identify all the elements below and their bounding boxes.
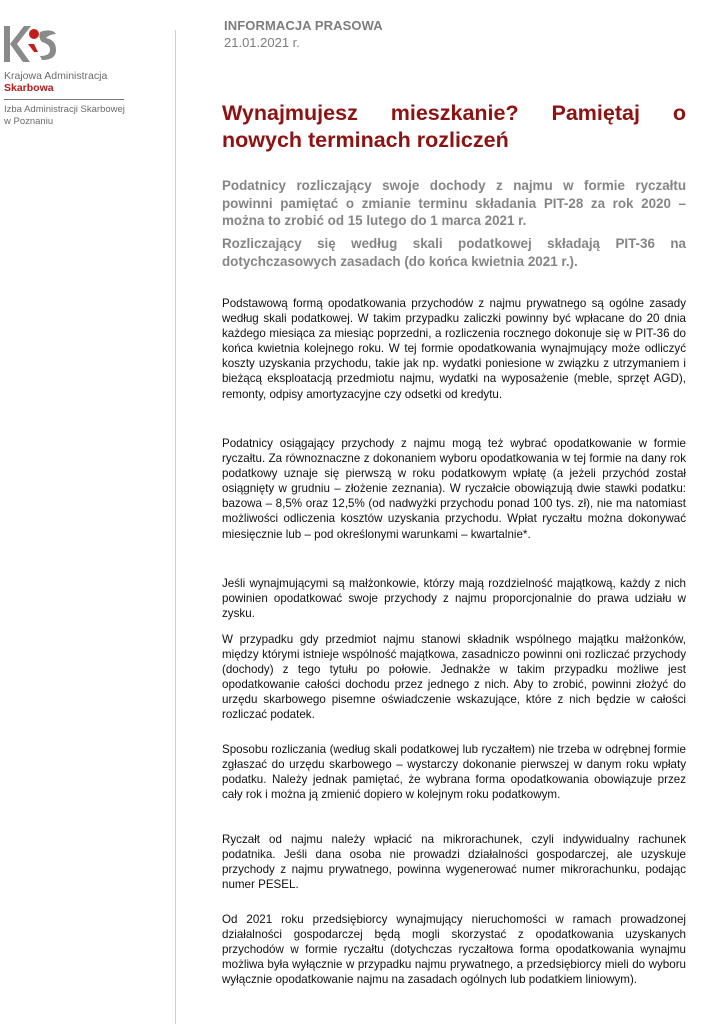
vertical-divider [175,30,176,1024]
body-paragraph-6: Ryczałt od najmu należy wpłacić na mikrorachunek, czyli indywidualny rachunek podatnika. Jeśli dana osoba nie prowadzi działalności gospodarczej, ale uzyskuje przychody z najmu prywatnego, powinna wygenerować numer mikrorachunku, podając numer PESEL. [222,833,686,892]
body-paragraph-5: Sposobu rozliczania (według skali podatkowej lub ryczałtem) nie trzeba w odrębnej formie zgłaszać do urzędu skarbowego – wystarczy dokonanie pierwszej w danym roku wpłaty podatku. Należy jednak pamiętać, że wybrana forma opodatkowania obowiązuje przez cały rok i można ją zmienić dopiero w kolejnym roku podatkowym. [222,743,686,802]
body-paragraph-3: Jeśli wynajmującymi są małżonkowie, którzy mają rozdzielność majątkową, każdy z nich powinien opodatkować swoje przychody z najmu proporcjonalnie do prawa udziału w zysku. [222,577,686,621]
lead-paragraph-1: Podatnicy rozliczający swoje dochody z najmu w formie ryczałtu powinni pamiętać o zmianie terminu składania PIT-28 za rok 2020 – można to zrobić od 15 lutego do 1 marca 2021 r. [222,178,686,228]
body-paragraph-1: Podstawową formą opodatkowania przychodów z najmu prywatnego są ogólne zasady według skali podatkowej. W takim przypadku zaliczki powinny być wpłacane do 20 dnia każdego miesiąca za miesiąc poprzedni, a rozliczenia rocznego dokonuje się w PIT-36 do końca kwietnia kolejnego roku. W tej formie opodatkowania wynajmujący może odliczyć koszty uzyskania przychodu, takie jak np. wydatki poniesione w związku z utrzymaniem i bieżącą eksploatacją przedmiotu najmu, wydatki na wyposażenie (meble, sprzęt AGD), remonty, odpisy amortyzacyjne czy odsetki od kredytu. [222,297,686,401]
press-release-label: INFORMACJA PRASOWA [224,18,383,33]
sidebar [0,0,170,1024]
office-name: Izba Administracji Skarbowej w Poznaniu [4,104,125,127]
body-paragraph-2: Podatnicy osiągający przychody z najmu mogą też wybrać opodatkowanie w formie ryczałtu. Za równoznaczne z dokonaniem wyboru opodatkowania w tej formie na dany rok podatkowy uznaje się pierwszą w roku podatkowym wpłatę (a jeżeli przychód został osiągnięty w grudniu – złożenie zeznania). W ryczałcie obowiązują dwie stawki podatku: bazowa – 8,5% oraz 12,5% (od nadwyżki przychodu ponad 100 tys. zł), nie ma natomiast możliwości odliczenia kosztów uzyskania przychodu. Wpłat ryczałtu można dokonywać miesięcznie lub – pod określonymi warunkami – kwartalnie*. [222,437,686,541]
org-name-line2: Skarbowa [4,82,54,94]
kas-logo-icon [4,22,60,66]
body-paragraph-7: Od 2021 roku przedsiębiorcy wynajmujący nieruchomości w ramach prowadzonej działalności gospodarczej będą mogli skorzystać z opodatkowania uzyskanych przychodów w formie ryczałtu (dotychczas ryczałtowa forma opodatkowania wynajmu możliwa była wyłącznie w przypadku najmu prywatnego, a przedsiębiorcy mieli do wyboru wyłącznie opodatkowanie najmu na zasadach ogólnych lub podatkiem liniowym). [222,913,686,987]
press-release-date: 21.01.2021 r. [224,35,300,50]
sidebar-divider [4,99,124,100]
org-name [4,70,107,94]
body-paragraph-4: W przypadku gdy przedmiot najmu stanowi składnik wspólnego majątku małżonków, między którymi istnieje wspólność majątkowa, zasadniczo powinni oni rozliczać przychody (dochody) z tego tytułu po połowie. Jednakże w takim przypadku możliwe jest opodatkowanie całości dochodu przez jednego z nich. Aby to zrobić, powinni złożyć do urzędu skarbowego pisemne oświadczenie wskazujące, które z nich będzie w całości rozliczać podatek. [222,633,686,722]
lead-paragraph-2: Rozliczający się według skali podatkowej składają PIT-36 na dotychczasowych zasadach (do końca kwietnia 2021 r.). [222,236,686,269]
org-name-line1: Krajowa Administracja [4,70,108,82]
page-title: Wynajmujesz mieszkanie? Pamiętaj o nowych terminach rozliczeń [222,101,686,152]
